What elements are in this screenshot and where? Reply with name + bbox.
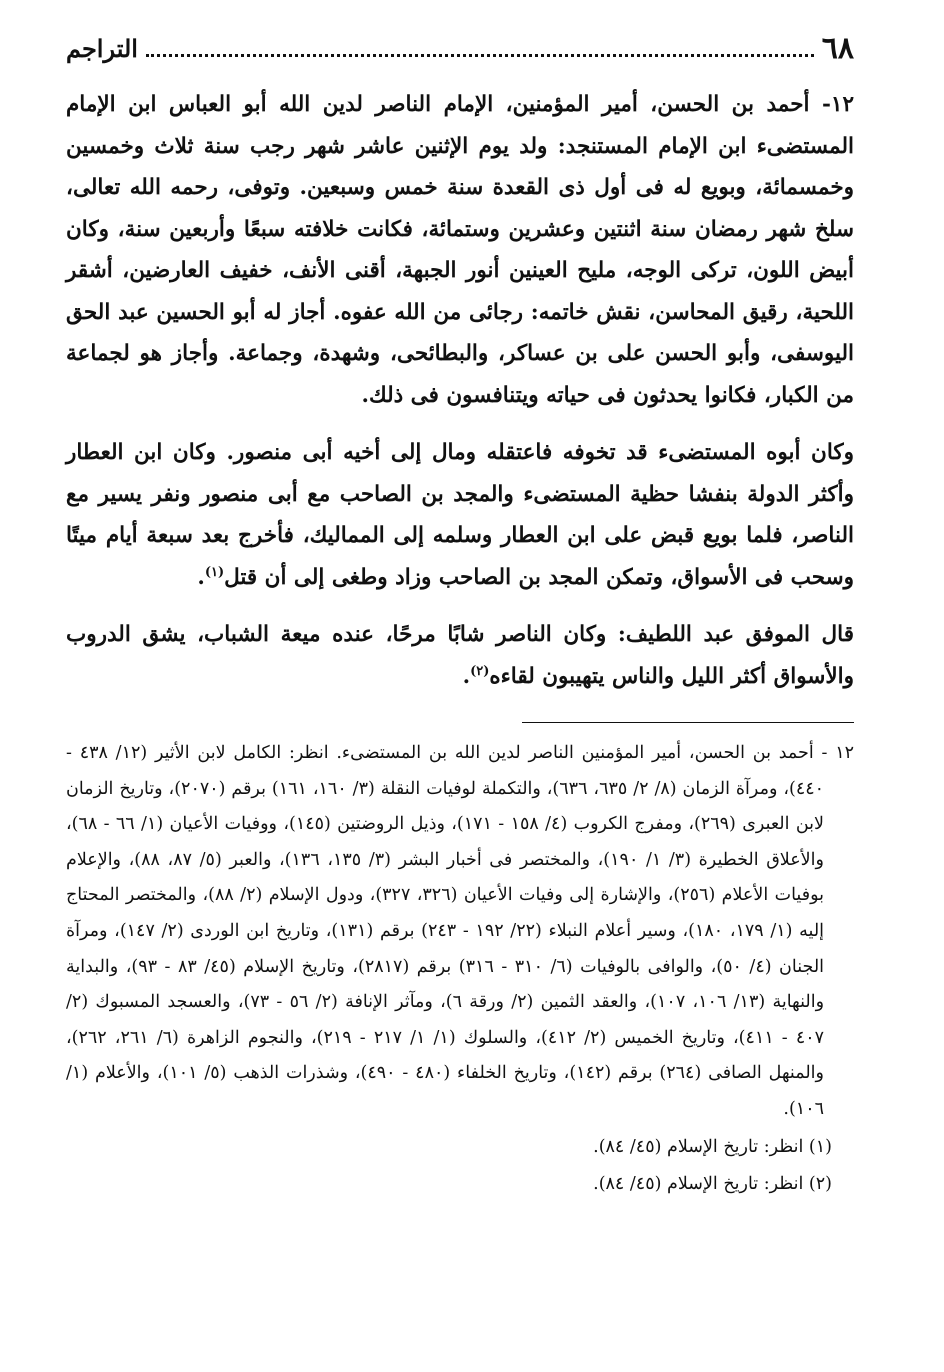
page-header [66,28,854,68]
footnote-1: (١) انظر: تاريخ الإسلام (٤٥/ ٨٤). [593,1136,832,1157]
quote-end: . [462,663,471,689]
footnotes [66,736,854,1203]
quote-text: وكان الناصر شابًا مرحًا، عنده ميعة الشباب، يشق الدروب والأسواق أكثر الليل والناس يتهيبون لقاءه [66,622,854,689]
footnote-sources: ١٢ - أحمد بن الحسن، أمير المؤمنين الناصر لدين الله بن المستضىء. انظر: الكامل لابن الأثير (١٢/ ٤٣٨ - ٤٤٠)، ومرآة الزمان (٨/ ٢/ ٦٣٥، ٦٣٦)، والتكملة لوفيات النقلة (٣/ ١٦٠، ١٦١) برقم (٢٠٧٠)، وتاريخ الزمان لابن العبرى (٢٦٩)، ومفرج الكروب (٤/ ١٥٨ - ١٧١)، وذيل الروضتين (١٤٥)، ووفيات الأعيان (١/ ٦٦ - ٦٨)، والأعلاق الخطيرة (٣/ ١/ ١٩٠)، والمختصر فى أخبار البشر (٣/ ١٣٥، ١٣٦)، والعبر (٥/ ٨٧، ٨٨)، والإعلام بوفيات الأعلام (٢٥٦)، والإشارة إلى وفيات الأعيان (٣٢٦، ٣٢٧)، ودول الإسلام (٢/ ٨٨)، والمختصر المحتاج إليه (١/ ١٧٩، ١٨٠)، وسير أعلام النبلاء (٢٢/ ١٩٢ - ٢٤٣) برقم (١٣١)، وتاريخ ابن الوردى (٢/ ١٤٧)، ومرآة الجنان (٤/ ٥٠)، والوافى بالوفيات (٦/ ٣١٠ - ٣١٦) برقم (٢٨١٧)، وتاريخ الإسلام (٤٥/ ٨٣ - ٩٣)، والبداية والنهاية (١٣/ ١٠٦، ١٠٧)، والعقد الثمين (٢/ ورقة ٦)، ومآثر الإنافة (٢/ ٥٦ - ٧٣)، والعسجد المسبوك (٢/ ٤٠٧ - ٤١١)، وتاريخ الخميس (٢/ ٤١٢)، والسلوك (١/ ١/ ٢١٧ - ٢١٩)، والنجوم الزاهرة (٦/ ٢٦١، ٢٦٢)، والمنهل الصافى (٢٦٤) برقم (١٤٢)، وتاريخ الخلفاء (٤٨٠ - ٤٩٠)، وشذرات الذهب (٥/ ١٠١)، والأعلام (١/ ١٠٦). [66,743,854,1119]
footnote-ref-2: (٢) [470,663,490,679]
main-text [66,84,854,713]
entry-body: ولد يوم الإثنين عاشر شهر رجب سنة ثلاث وخمسين وخمسمائة، وبويع له فى أول ذى القعدة سنة خمس وسبعين. وتوفى، رحمه الله تعالى، سلخ شهر رمضان سنة اثنتين وعشرين وستمائة، فكانت خلافته سبعًا وأربعين سنة، وكان أبيض اللون، تركى الوجه، مليح العينين أنور الجبهة، أقنى الأنف، خفيف العارضين، أشقر اللحية، رقيق المحاسن، نقش خاتمه: رجائى من الله عفوه. أجاز له أبو الحسين عبد الحق اليوسفى، وأبو الحسن على بن عساكر، والبطائحى، وشهدة، وجماعة. وأجاز هو لجماعة من الكبار، فكانوا يحدثون فى حياته ويتنافسون فى ذلك. [66,133,854,408]
entry-heading: ١٢- أحمد بن الحسن، أمير المؤمنين، الإمام الناصر لدين الله أبو العباس ابن الإمام المستضىء ابن الإمام المستنجد: [66,92,854,159]
page-number: ٦٨ [821,30,854,66]
paragraph-quote [66,614,854,697]
entry-paragraph [66,84,854,416]
footnote-2: (٢) انظر: تاريخ الإسلام (٤٥/ ٨٤). [593,1174,832,1195]
header-leader-dots [146,40,814,57]
footnote-ref-1: (١) [204,564,225,580]
running-title: التراجم [66,33,138,63]
footnote-separator [522,722,854,723]
paragraph-father-text: وكان أبوه المستضىء قد تخوفه فاعتقله ومال إلى أخيه أبى منصور. وكان ابن العطار وأكثر الدولة بنفشا حظية المستضىء والمجد بن الصاحب مع أبى منصور ونفر يسير مع الناصر، فلما بويع قبض على ابن العطار وسلمه إلى المماليك، فأخرج بعد سبعة أيام ميتًا وسحب فى الأسواق، وتمكن المجد بن الصاحب وزاد وطغى إلى أن قتل [66,440,854,590]
quote-speaker: قال الموفق عبد اللطيف: [617,622,855,647]
paragraph-father-end: . [197,564,205,590]
paragraph-father [66,432,854,598]
